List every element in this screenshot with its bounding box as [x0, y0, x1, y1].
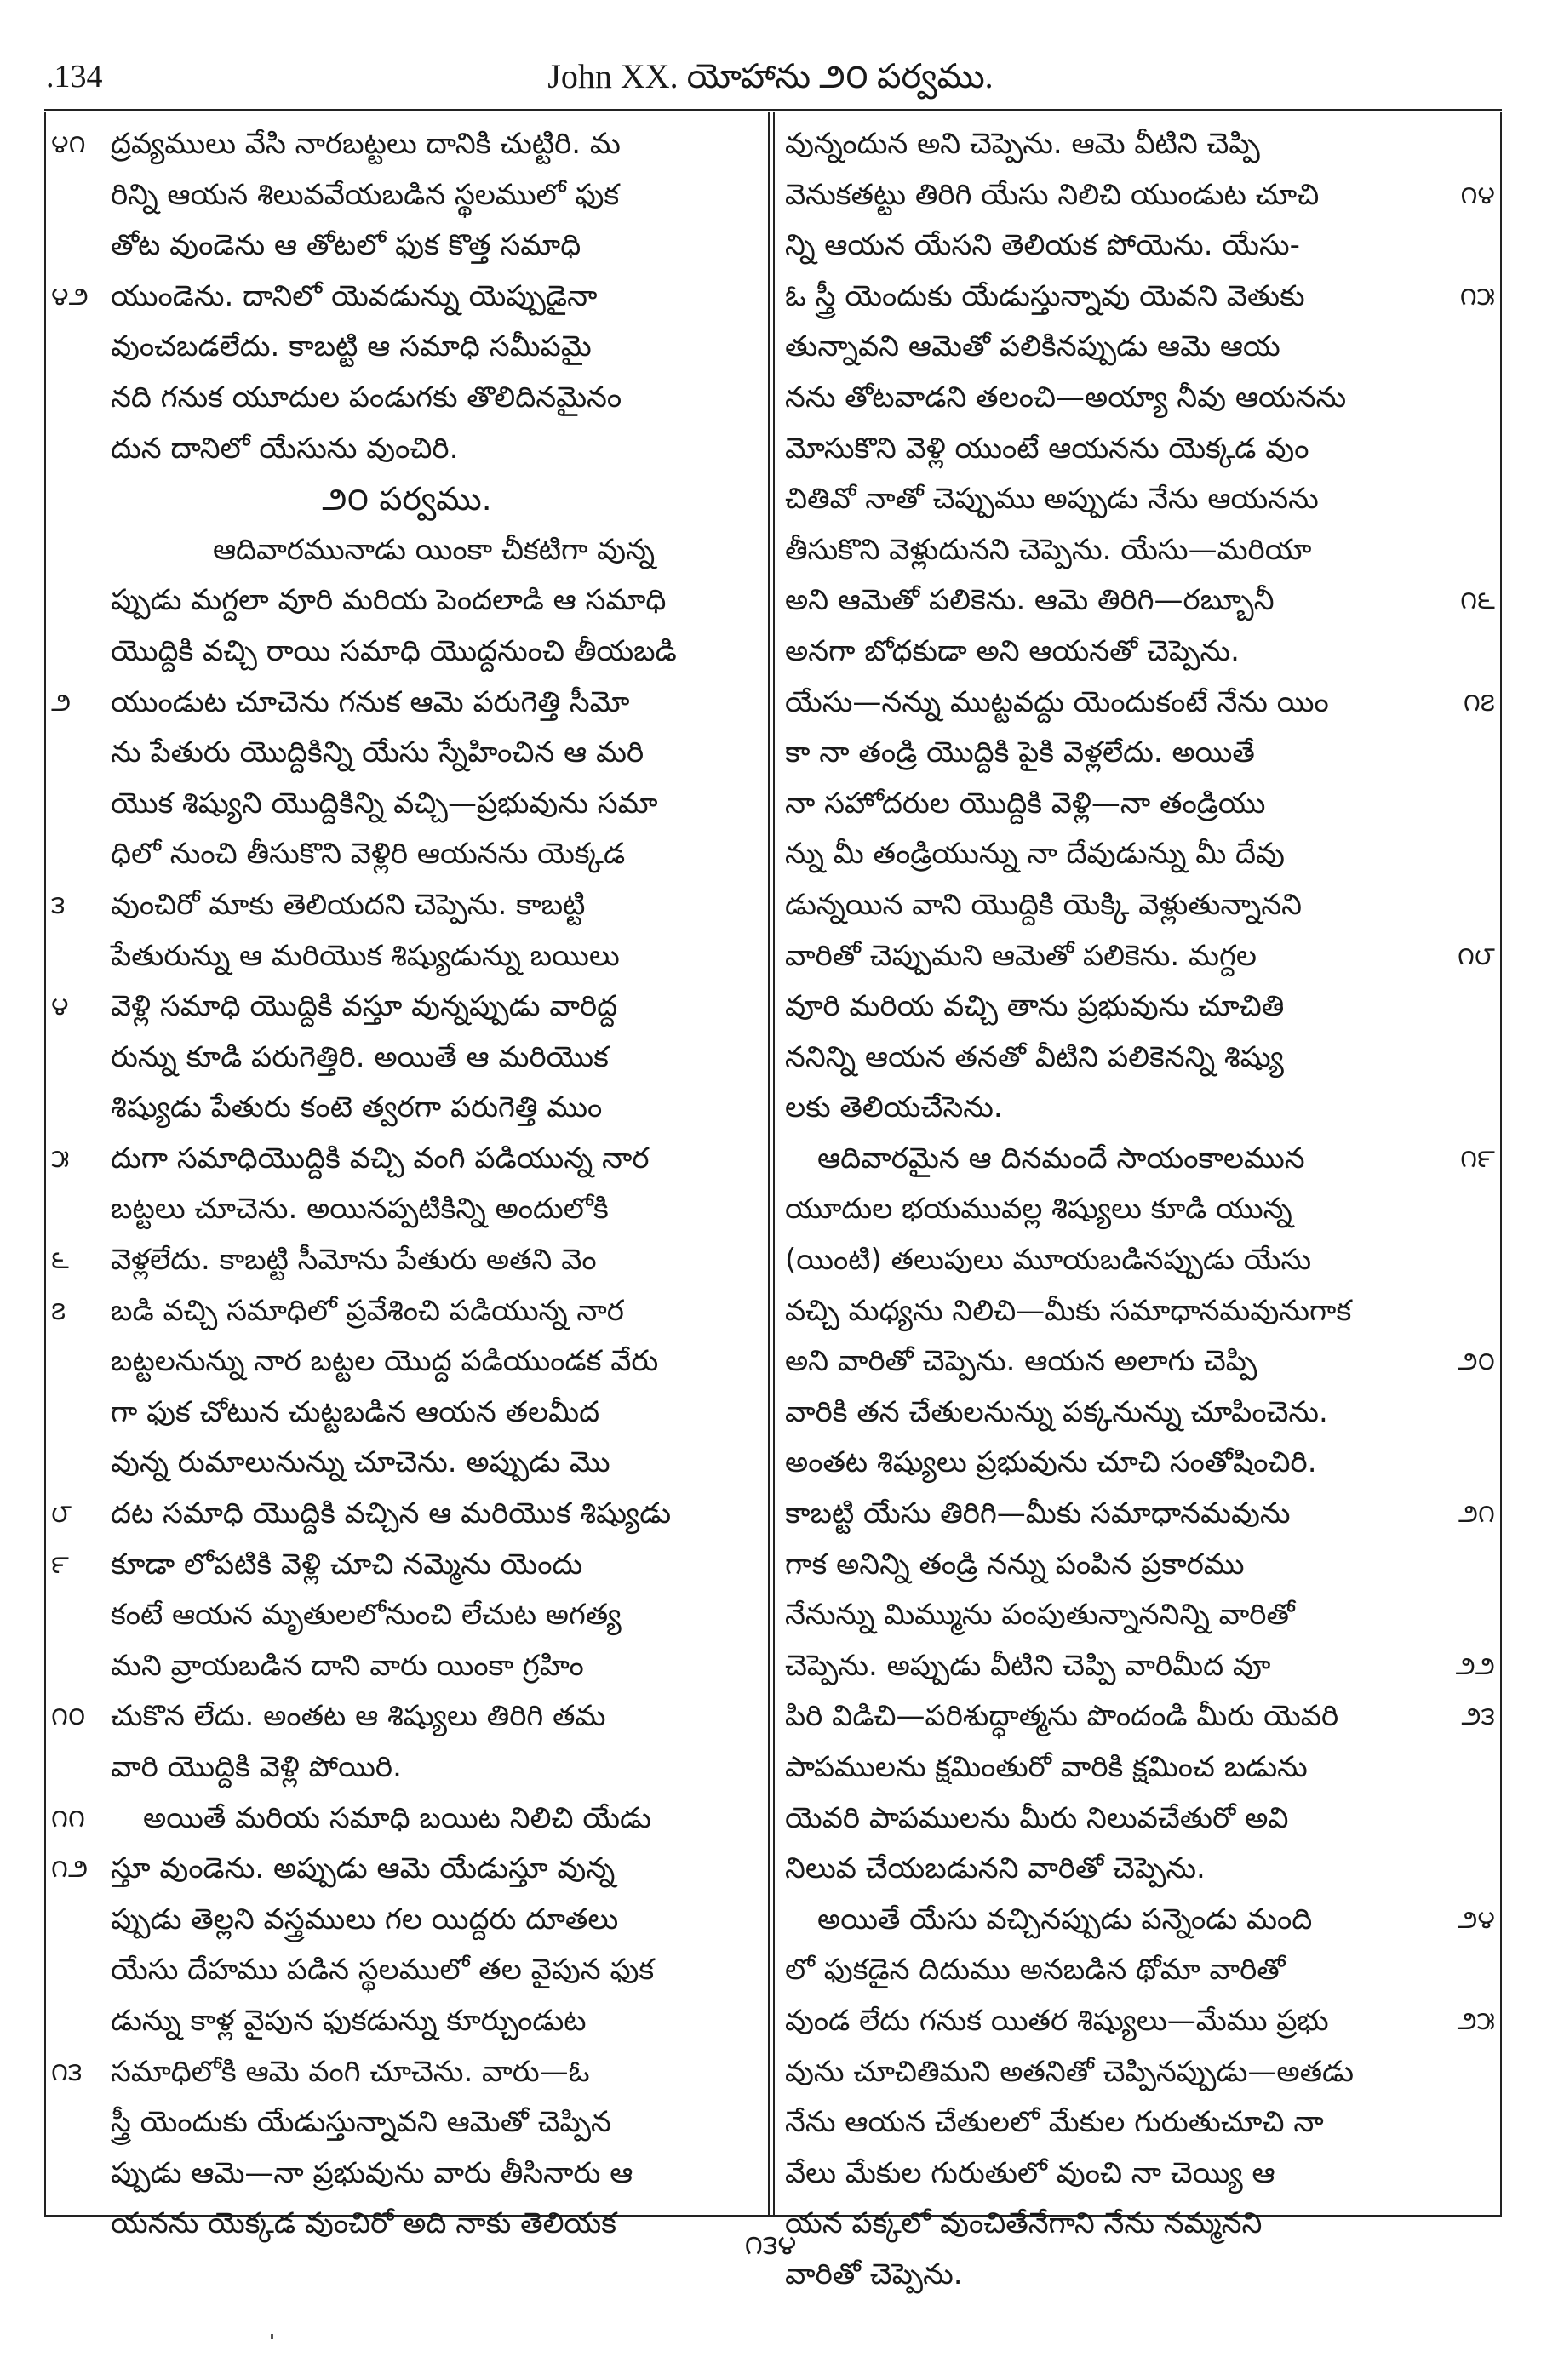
line-text: యొక శిష్యుని యొద్దికిన్ని వచ్చి—ప్రభువును సమా	[111, 786, 658, 821]
text-line	[780, 170, 1495, 221]
line-text: వెనుకతట్టు తిరిగి యేసు నిలిచి యుండుట చూచి	[785, 177, 1320, 212]
text-line	[51, 728, 763, 779]
verse-number: ౪	[51, 992, 69, 1022]
text-line	[780, 1438, 1495, 1489]
line-text: ౨౦ పర్వము.	[322, 480, 492, 518]
verse-number: ౪౧	[51, 129, 86, 159]
line-text: అనగా బోధకుడా అని ఆయనతో చెప్పెను.	[785, 633, 1240, 668]
text-line	[51, 373, 763, 424]
text-line	[51, 272, 763, 323]
text-line	[51, 1083, 763, 1134]
verse-number: ౨౦	[1458, 1347, 1495, 1377]
text-line	[51, 2047, 763, 2098]
left-text-column	[51, 119, 763, 2250]
line-text: నిలువ చేయబడునని వారితో చెప్పెను.	[785, 1851, 1206, 1886]
line-text: వారికి తన చేతులనున్ను పక్కనున్ను చూపించెను.	[785, 1394, 1328, 1429]
text-line	[780, 424, 1495, 475]
verse-number: ౧౯	[1460, 1143, 1495, 1174]
text-line	[780, 981, 1495, 1033]
verse-number: ౧౮	[1457, 941, 1495, 971]
line-text: దుగా సమాధియొద్దికి వచ్చి వంగి పడియున్న నార	[111, 1141, 650, 1176]
text-line	[780, 678, 1495, 729]
text-line	[780, 880, 1495, 931]
line-text: దున దానిలో యేసును వుంచిరి.	[111, 431, 459, 466]
text-line	[780, 1235, 1495, 1286]
line-text: యేసు—నన్ను ముట్టవద్దు యెందుకంటే నేను యిం	[785, 684, 1329, 719]
line-text: చుకొన లేదు. అంతట ఆ శిష్యులు తిరిగి తమ	[111, 1699, 606, 1734]
verse-number: ౧౫	[1459, 281, 1495, 312]
text-line	[51, 525, 763, 576]
text-line	[780, 1184, 1495, 1235]
verse-number: ౨	[51, 687, 72, 718]
text-line	[780, 1945, 1495, 1996]
text-line	[51, 220, 763, 272]
line-text: ప్పుడు మగ్దలా వూరి మరియ పెందలాడి ఆ సమాధి	[111, 583, 667, 618]
column-divider-rule	[768, 112, 770, 2217]
verse-number: ౨౪	[1458, 1904, 1495, 1935]
text-line	[51, 1387, 763, 1439]
line-text: రిన్ని ఆయన శిలువవేయబడిన స్థలములో ఫుక	[111, 177, 620, 212]
line-text: యొద్దికి వచ్చి రాయి సమాధి యొద్దనుంచి తీయబడి	[111, 633, 677, 668]
line-text: వుండ లేదు గనుక యితర శిష్యులు—మేము ప్రభు	[785, 2003, 1329, 2038]
line-text: వారితో చెప్పెను.	[785, 2257, 963, 2291]
text-line	[780, 1844, 1495, 1895]
line-text: యనను యెక్కడ వుంచిరో అది నాకు తెలియక	[111, 2206, 616, 2241]
line-text: గా ఫుక చోటున చుట్టబడిన ఆయన తలమీద	[111, 1394, 600, 1429]
text-line	[780, 1691, 1495, 1742]
verse-number: ౮	[51, 1499, 72, 1530]
text-line	[780, 272, 1495, 323]
line-text: బట్టలనున్ను నార బట్టల యొద్ద పడియుండక వేరు	[111, 1344, 659, 1379]
verse-number: ౧౭	[1463, 687, 1495, 718]
text-line	[51, 2097, 763, 2148]
text-line	[780, 2148, 1495, 2200]
text-line	[51, 981, 763, 1033]
line-text: వుంచబడలేదు. కాబట్టి ఆ సమాధి సమీపమై	[111, 329, 592, 364]
verse-number: ౧౦	[51, 1702, 86, 1732]
text-line	[780, 1134, 1495, 1185]
text-line	[51, 1844, 763, 1895]
line-text: ధిలో నుంచి తీసుకొని వెళ్లిరి ఆయనను యెక్కడ	[111, 837, 626, 872]
line-text: యన పక్కలో వుంచితేనేగాని నేను నమ్మనని	[785, 2206, 1263, 2241]
verse-number: ౪౨	[51, 281, 89, 312]
text-line	[51, 1590, 763, 1641]
verse-number: ౫	[51, 1143, 70, 1174]
line-text: అని వారితో చెప్పెను. ఆయన అలాగు చెప్పి	[785, 1344, 1257, 1379]
text-line	[780, 373, 1495, 424]
text-line	[780, 322, 1495, 373]
text-line	[780, 2097, 1495, 2148]
line-text: ఆదివారమునాడు యింకా చీకటిగా వున్న	[213, 532, 656, 567]
line-text: డున్నయిన వాని యొద్దికి యెక్కి వెళ్లుతున్నానని	[785, 887, 1303, 922]
text-line	[51, 1489, 763, 1540]
text-line	[780, 779, 1495, 830]
line-text: మోసుకొని వెళ్లి యుంటే ఆయనను యెక్కడ వుం	[785, 431, 1309, 466]
text-line	[51, 1184, 763, 1235]
page-header	[41, 51, 1500, 109]
running-head: John XX. యోహాను ౨౦ పర్వము.	[547, 57, 994, 95]
text-line	[51, 1641, 763, 1692]
page-number: .134	[46, 59, 103, 94]
line-text: ఓ స్త్రీ యెందుకు యేడుస్తున్నావు యెవని వెతుకు	[785, 278, 1305, 313]
line-text: పిరి విడిచి—పరిశుద్ధాత్మను పొందండి మీరు యెవరి	[785, 1699, 1339, 1734]
text-line	[51, 829, 763, 880]
line-text: యూదుల భయమువల్ల శిష్యులు కూడి యున్న	[785, 1192, 1292, 1227]
line-text: ద్రవ్యములు వేసి నారబట్టలు దానికి చుట్టిరి. మ	[111, 127, 621, 161]
text-line	[780, 474, 1495, 525]
left-border-rule	[44, 112, 46, 2217]
line-text: వేలు మేకుల గురుతులో వుంచి నా చెయ్యి ఆ	[785, 2155, 1275, 2190]
text-line	[780, 626, 1495, 678]
text-line	[51, 1235, 763, 1286]
text-line	[780, 1590, 1495, 1641]
right-text-column	[780, 119, 1495, 2301]
right-border-rule	[1500, 112, 1502, 2217]
text-line	[51, 1691, 763, 1742]
line-text: యెవరి పాపములను మీరు నిలువచేతురో అవి	[785, 1800, 1289, 1835]
text-line	[780, 2047, 1495, 2098]
verse-number: ౭	[51, 1296, 66, 1326]
line-text: అయితే మరియ సమాధి బయిట నిలిచి యేడు	[143, 1800, 651, 1835]
text-line	[51, 119, 763, 170]
text-line	[780, 1540, 1495, 1591]
header-rule	[44, 109, 1502, 111]
verse-number: ౯	[51, 1549, 69, 1580]
text-line	[780, 931, 1495, 982]
line-text: వారి యొద్దికి వెళ్లి పోయిరి.	[111, 1750, 402, 1784]
line-text: స్తూ వుండెను. అప్పుడు ఆమె యేడుస్తూ వున్న	[111, 1851, 616, 1886]
verse-number: ౨౧	[1458, 1499, 1495, 1530]
line-text: వుంచిరో మాకు తెలియదని చెప్పెను. కాబట్టి	[111, 887, 586, 922]
line-text: నేను ఆయన చేతులలో మేకుల గురుతుచూచి నా	[785, 2105, 1324, 2140]
text-line	[780, 525, 1495, 576]
verse-number: ౨౫	[1457, 2005, 1495, 2036]
text-line	[780, 1742, 1495, 1794]
line-text: కంటే ఆయన మృతులలోనుంచి లేచుట అగత్య	[111, 1598, 622, 1633]
line-text: చితివో నాతో చెప్పుము అప్పుడు నేను ఆయనను	[785, 482, 1319, 517]
line-text: తోట వుండెను ఆ తోటలో ఫుక కొత్త సమాధి	[111, 228, 581, 263]
line-text: ను పేతురు యొద్దికిన్ని యేసు స్నేహించిన ఆ మరి	[111, 735, 644, 770]
text-line	[51, 1895, 763, 1946]
line-text: తున్నావని ఆమెతో పలికినప్పుడు ఆమె ఆయ	[785, 329, 1280, 364]
line-text: వచ్చి మధ్యను నిలిచి—మీకు సమాధానమవునుగాక	[785, 1293, 1352, 1328]
line-text: వున్నందున అని చెప్పెను. ఆమె వీటిని చెప్పి	[785, 127, 1260, 161]
verse-number: ౨౩	[1461, 1702, 1495, 1732]
text-line	[780, 119, 1495, 170]
line-text: బట్టలు చూచెను. అయినప్పటికిన్ని అందులోకి	[111, 1192, 609, 1227]
line-text: చెప్పెను. అప్పుడు వీటిని చెప్పి వారిమీద వూ	[785, 1648, 1271, 1683]
line-text: నేనున్ను మిమ్మును పంపుతున్నాననిన్ని వారితో	[785, 1598, 1295, 1633]
line-text: గాక అనిన్ని తండ్రి నన్ను పంపిన ప్రకారము	[785, 1547, 1245, 1582]
text-line	[51, 1540, 763, 1591]
line-text: అని ఆమెతో పలికెను. ఆమె తిరిగి—రబ్బూనీ	[785, 583, 1275, 618]
text-line	[51, 1996, 763, 2047]
text-line	[780, 728, 1495, 779]
verse-number: ౧౬	[1460, 586, 1495, 616]
text-line	[51, 931, 763, 982]
line-text: వారితో చెప్పుమని ఆమెతో పలికెను. మగ్దల	[785, 938, 1257, 973]
line-text: శిష్యుడు పేతురు కంటె త్వరగా పరుగెత్తి ముం	[111, 1090, 603, 1125]
line-text: న్ని ఆయన యేసని తెలియక పోయెను. యేసు-	[785, 228, 1300, 263]
verse-number: ౬	[51, 1245, 69, 1276]
line-text: వెళ్లలేదు. కాబట్టి సీమోను పేతురు అతని వెం	[111, 1243, 597, 1278]
line-text: యుండుట చూచెను గనుక ఆమె పరుగెత్తి సీమో	[111, 684, 630, 719]
text-line	[51, 1742, 763, 1794]
line-text: డున్ను కాళ్ల వైపున ఫుకడున్ను కూర్చుండుట	[111, 2003, 587, 2038]
chapter-heading	[51, 474, 763, 525]
text-line	[51, 1033, 763, 1084]
line-text: యేసు దేహము పడిన స్థలములో తల వైపున ఫుక	[111, 1953, 655, 1988]
text-line	[780, 1033, 1495, 1084]
line-text: పేతురున్ను ఆ మరియొక శిష్యుడున్ను బయిలు	[111, 938, 620, 973]
verse-number: ౩	[51, 890, 66, 920]
line-text: మని వ్రాయబడిన దాని వారు యింకా గ్రహిం	[111, 1648, 584, 1683]
text-line	[51, 678, 763, 729]
line-text: ప్పుడు ఆమె—నా ప్రభువును వారు తీసినారు ఆ	[111, 2155, 633, 2190]
verse-number: ౧౨	[51, 1854, 89, 1885]
text-line	[780, 1286, 1495, 1337]
verse-number: ౨౨	[1455, 1651, 1495, 1681]
line-text: వును చూచితిమని అతనితో చెప్పినప్పుడు—అతడు	[785, 2054, 1354, 2089]
line-text: బడి వచ్చి సమాధిలో ప్రవేశించి పడియున్న నార	[111, 1293, 624, 1328]
text-line	[780, 220, 1495, 272]
line-text: సమాధిలోకి ఆమె వంగి చూచెను. వారు—ఓ	[111, 2054, 590, 2089]
line-text: లకు తెలియచేసెను.	[785, 1090, 1003, 1125]
line-text: యుండెను. దానిలో యెవడున్ను యెప్పుడైనా	[111, 278, 598, 313]
line-text: కా నా తండ్రి యొద్దికి పైకి వెళ్లలేదు. అయితే	[785, 735, 1255, 770]
text-line	[780, 829, 1495, 880]
line-text: లో ఫుకడైన దిదుము అనబడిన థోమా వారితో	[785, 1953, 1286, 1988]
line-text: నది గనుక యూదుల పండుగకు తొలిదినమైనం	[111, 380, 622, 415]
line-text: తీసుకొని వెళ్లుదునని చెప్పెను. యేసు—మరియా	[785, 532, 1312, 567]
text-line	[51, 170, 763, 221]
text-line	[51, 779, 763, 830]
text-line	[51, 322, 763, 373]
printer-signature: ౧౩౪	[744, 2228, 797, 2261]
text-line	[51, 626, 763, 678]
line-text: న్ను మీ తండ్రియున్ను నా దేవుడున్ను మీ దేవు	[785, 837, 1285, 872]
text-line	[51, 1945, 763, 1996]
line-text: కూడా లోపటికి వెళ్లి చూచి నమ్మెను యెందు	[111, 1547, 583, 1582]
text-line	[51, 1336, 763, 1387]
line-text: పాపములను క్షమింతురో వారికి క్షమించ బడును	[785, 1750, 1308, 1784]
text-line	[780, 575, 1495, 626]
line-text: ఆదివారమైన ఆ దినమందే సాయంకాలమున	[817, 1141, 1305, 1176]
text-line	[780, 1336, 1495, 1387]
line-text: వూరి మరియ వచ్చి తాను ప్రభువును చూచితి	[785, 989, 1285, 1024]
text-line	[51, 1438, 763, 1489]
verse-number: ౧౩	[51, 2057, 83, 2087]
text-line	[780, 1387, 1495, 1439]
text-line	[51, 575, 763, 626]
column-divider-rule	[773, 112, 775, 2217]
line-text: వున్న రుమాలునున్ను చూచెను. అప్పుడు మొ	[111, 1445, 610, 1480]
line-text: ననిన్ని ఆయన తనతో వీటిని పలికెనన్ని శిష్యు	[785, 1039, 1284, 1074]
line-text: వెళ్లి సమాధి యొద్దికి వస్తూ వున్నప్పుడు వారిద్ద	[111, 989, 618, 1024]
verse-number: ౧౪	[1460, 180, 1495, 210]
line-text: నా సహోదరుల యొద్దికి వెళ్లి—నా తండ్రియు	[785, 786, 1266, 821]
text-line	[51, 880, 763, 931]
text-line	[51, 1286, 763, 1337]
line-text: (యింటి) తలుపులు మూయబడినప్పుడు యేసు	[785, 1243, 1312, 1278]
page-speck	[271, 2334, 273, 2339]
text-line	[780, 1794, 1495, 1845]
line-text: రున్ను కూడి పరుగెత్తిరి. అయితే ఆ మరియొక	[111, 1039, 609, 1074]
line-text: స్త్రీ యెందుకు యేడుస్తున్నావని ఆమెతో చెప్పిన	[111, 2105, 611, 2140]
text-line	[51, 424, 763, 475]
text-line	[780, 1895, 1495, 1946]
text-line	[51, 1794, 763, 1845]
line-text: ప్పుడు తెల్లని వస్త్రములు గల యిద్దరు దూతలు	[111, 1902, 619, 1937]
line-text: అంతట శిష్యులు ప్రభువును చూచి సంతోషించిరి.	[785, 1445, 1317, 1480]
line-text: దట సమాధి యొద్దికి వచ్చిన ఆ మరియొక శిష్యుడు	[111, 1496, 672, 1531]
line-text: కాబట్టి యేసు తిరిగి—మీకు సమాధానమవును	[785, 1496, 1291, 1531]
text-line	[780, 1489, 1495, 1540]
text-line	[51, 2148, 763, 2200]
verse-number: ౧౧	[51, 1803, 85, 1834]
text-line	[780, 1641, 1495, 1692]
text-line	[780, 1996, 1495, 2047]
line-text: అయితే యేసు వచ్చినప్పుడు పన్నెండు మంది	[817, 1902, 1313, 1937]
line-text: నను తోటవాడని తలంచి—అయ్యా నీవు ఆయనను	[785, 380, 1347, 415]
text-line	[780, 1083, 1495, 1134]
text-line	[51, 1134, 763, 1185]
